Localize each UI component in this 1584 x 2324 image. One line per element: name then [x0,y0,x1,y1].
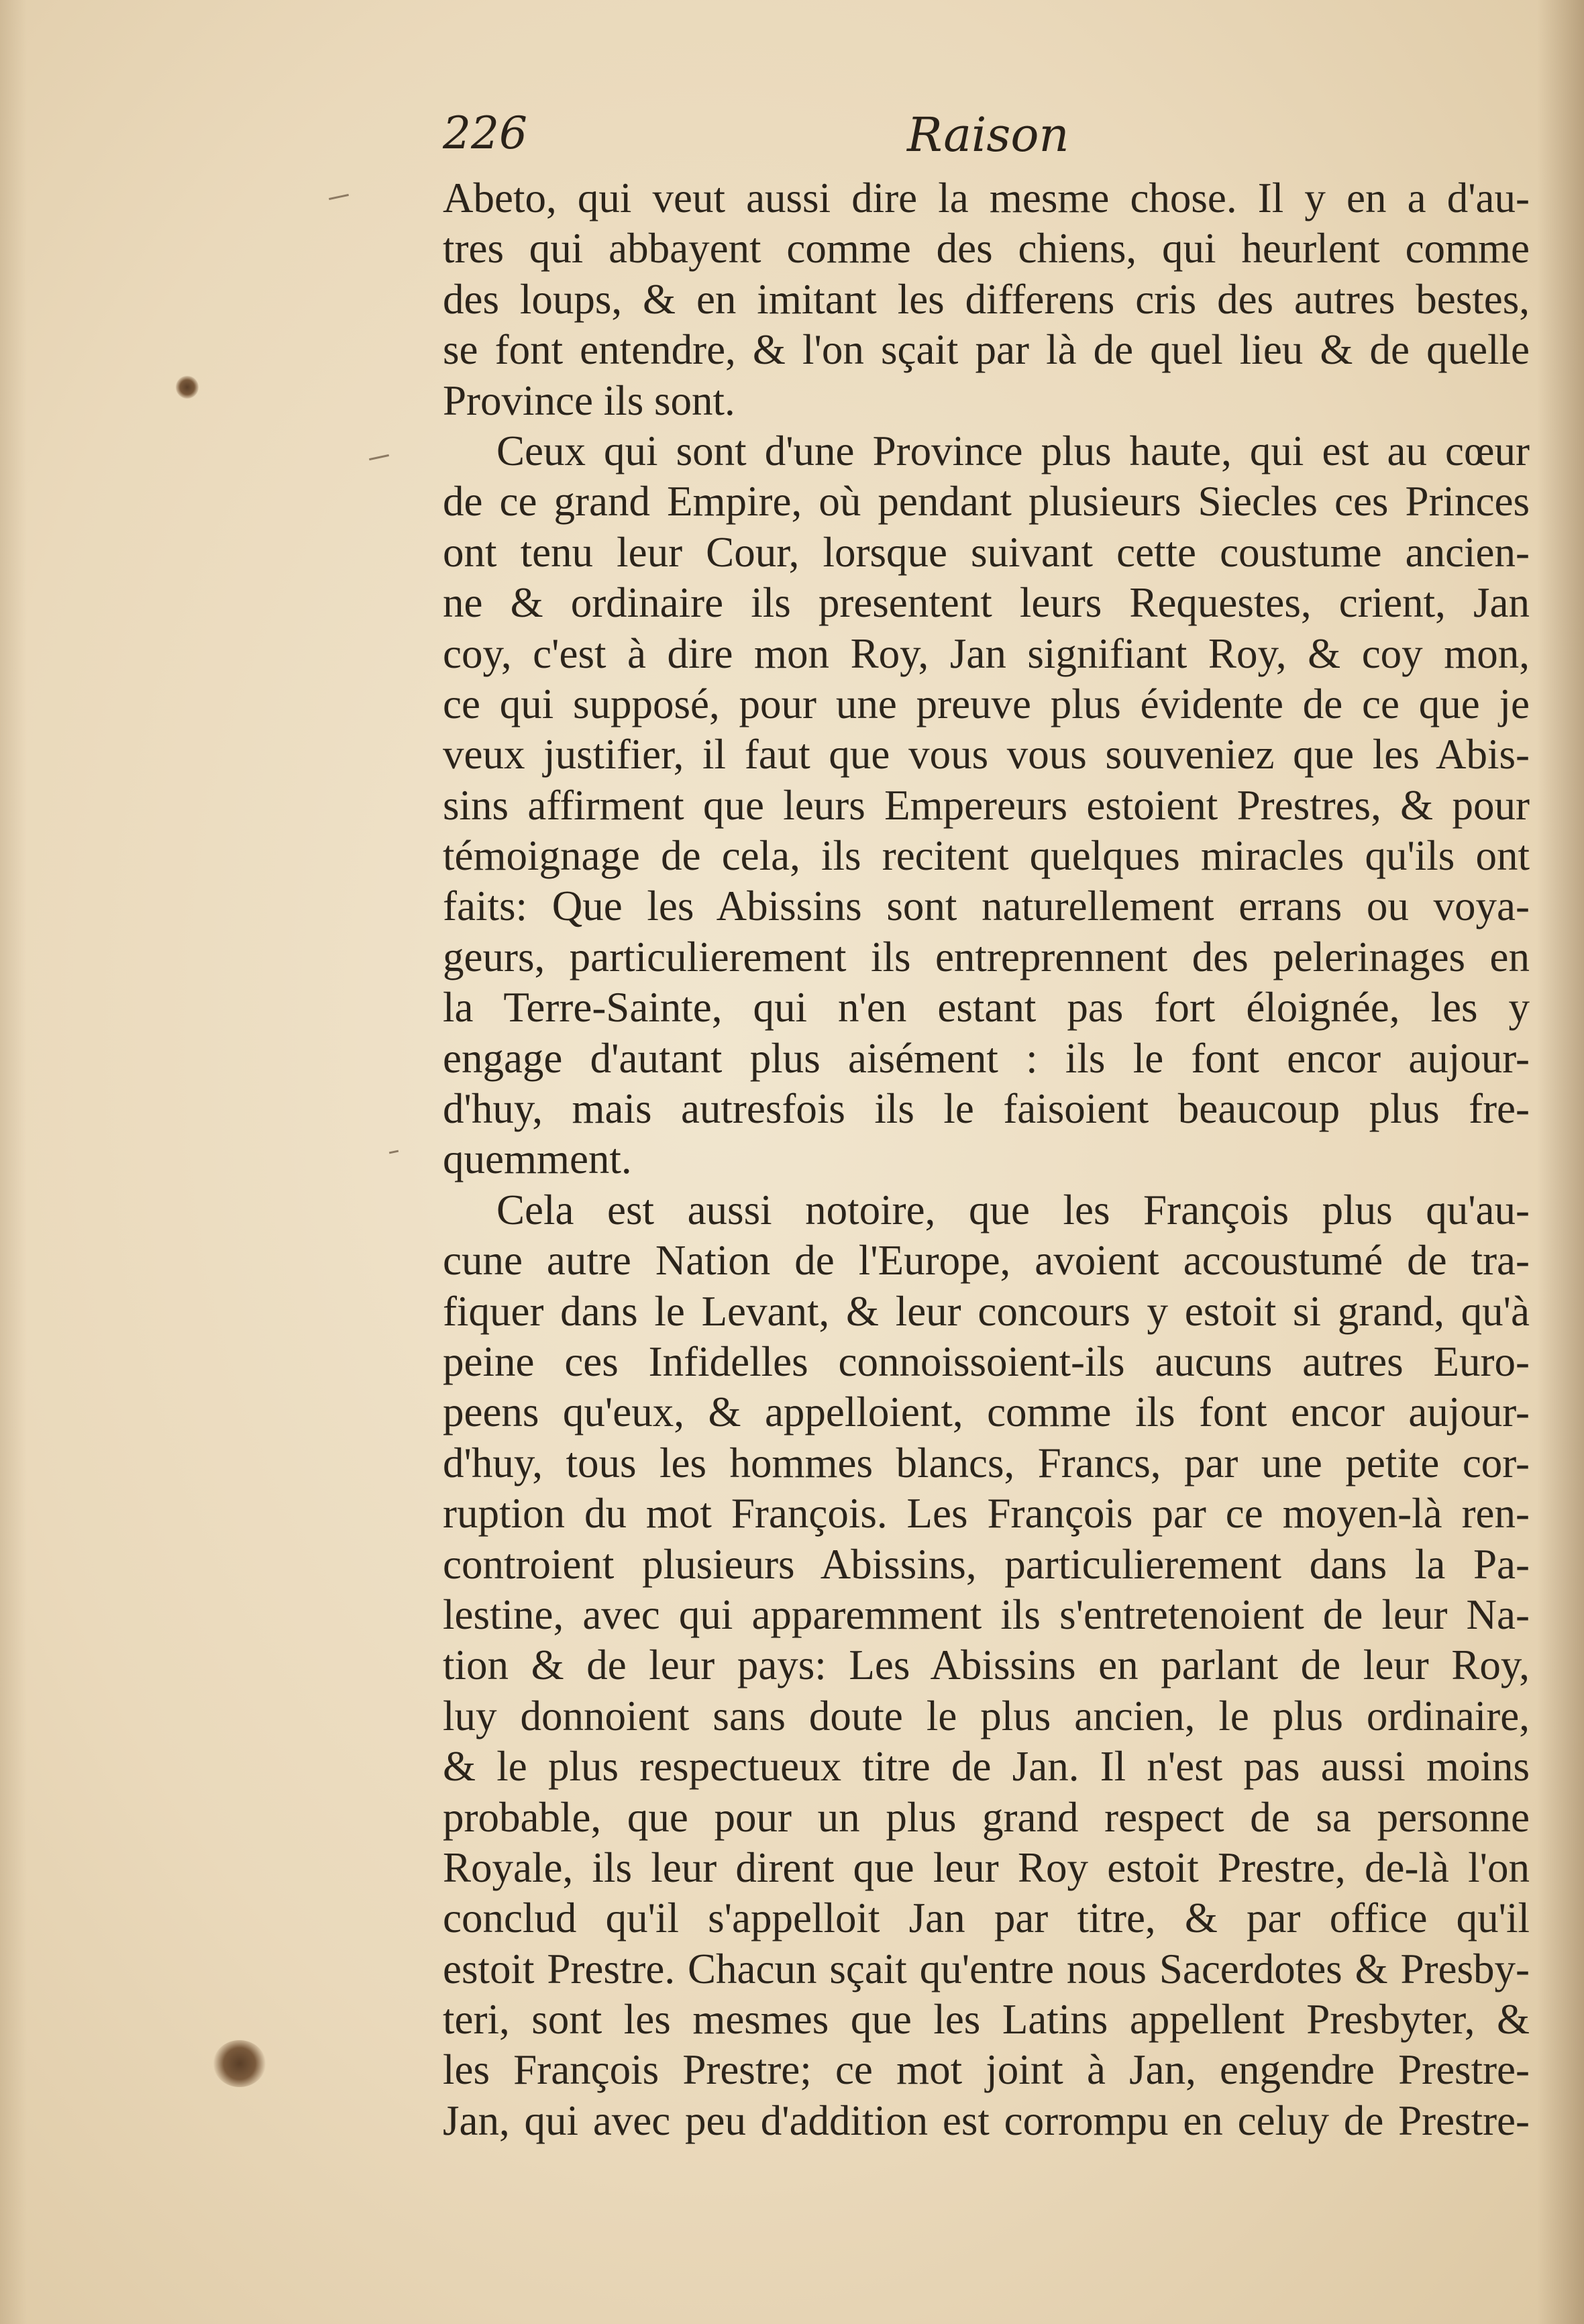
text-line: tres qui abbayent comme des chiens, qui heurlent comme [443,225,1530,272]
text-line: sins affirment que leurs Empereurs estoient Prestres, & pour [443,781,1530,829]
text-line: d'huy, tous les hommes blancs, Francs, par une petite cor- [443,1439,1530,1486]
text-line: cune autre Nation de l'Europe, avoient accoustumé de tra- [443,1237,1530,1284]
text-line: Royale, ils leur dirent que leur Roy estoit Prestre, de-là l'on [443,1843,1530,1891]
text-line: faits: Que les Abissins sont naturellement errans ou voya- [443,882,1530,930]
text-line: Province ils sont. [443,376,735,424]
margin-mark [389,1150,399,1154]
page-left-edge [0,0,27,2324]
text-line: estoit Prestre. Chacun sçait qu'entre nous Sacerdotes & Presby- [443,1945,1530,1992]
text-line: des loups, & en imitant les differens cris des autres bestes, [443,275,1530,323]
text-line: Cela est aussi notoire, que les François plus qu'au- [496,1186,1530,1233]
text-line: témoignage de cela, ils recitent quelques miracles qu'ils ont [443,832,1530,880]
ink-spot [213,2040,266,2087]
text-line: ruption du mot François. Les François par ce moyen-là ren- [443,1490,1530,1537]
text-line: les François Prestre; ce mot joint à Jan, engendre Prestre- [443,2046,1530,2094]
text-line: controient plusieurs Abissins, particulierement dans la Pa- [443,1540,1530,1588]
text-line: luy donnoient sans doute le plus ancien, le plus ordinaire, [443,1692,1530,1739]
text-line: peine ces Infidelles connoissoient-ils aucuns autres Euro- [443,1337,1530,1385]
text-line: Jan, qui avec peu d'addition est corrompu en celuy de Prestre- [443,2096,1530,2144]
text-line: tion & de leur pays: Les Abissins en parlant de leur Roy, [443,1641,1530,1689]
page-header [443,101,1234,174]
text-line: lestine, avec qui apparemment ils s'entretenoient de leur Na- [443,1590,1530,1638]
text-line: la Terre-Sainte, qui n'en estant pas fort éloignée, les y [443,984,1530,1031]
margin-mark [369,454,389,460]
text-line: geurs, particulierement ils entreprennent des pelerinages en [443,933,1530,980]
text-line: fiquer dans le Levant, & leur concours y estoit si grand, qu'à [443,1287,1530,1335]
text-line: veux justifier, il faut que vous vous souveniez que les Abis- [443,731,1530,778]
text-line: probable, que pour un plus grand respect de sa personne [443,1793,1530,1841]
text-line: coy, c'est à dire mon Roy, Jan signifiant Roy, & coy mon, [443,629,1530,677]
text-line: engage d'autant plus aisément : ils le font encor aujour- [443,1034,1530,1082]
text-line: conclud qu'il s'appelloit Jan par titre, & par office qu'il [443,1894,1530,1942]
text-line: ce qui supposé, pour une preuve plus évidente de ce que je [443,680,1530,727]
text-line: ont tenu leur Cour, lorsque suivant cette coustume ancien- [443,528,1530,576]
ink-spot [176,376,199,399]
body-text [443,173,1530,2146]
text-line: quemment. [443,1135,632,1183]
text-line: ne & ordinaire ils presentent leurs Requestes, crient, Jan [443,579,1530,627]
text-line: teri, sont les mesmes que les Latins appellent Presbyter, & [443,1996,1530,2043]
text-line: d'huy, mais autresfois ils le faisoient beaucoup plus fre- [443,1085,1530,1133]
text-line: Ceux qui sont d'une Province plus haute, qui est au cœur [496,427,1530,474]
running-title: Raison [907,107,1069,162]
page-gutter-shadow [1537,0,1584,2324]
text-line: peens qu'eux, & appelloient, comme ils font encor aujour- [443,1388,1530,1436]
text-line: de ce grand Empire, où pendant plusieurs Siecles ces Princes [443,478,1530,525]
text-line: Abeto, qui veut aussi dire la mesme chose. Il y en a d'au- [443,174,1530,221]
page-number: 226 [443,107,527,159]
margin-mark [329,194,349,200]
text-line: & le plus respectueux titre de Jan. Il n'est pas aussi moins [443,1743,1530,1790]
text-line: se font entendre, & l'on sçait par là de quel lieu & de quelle [443,326,1530,374]
